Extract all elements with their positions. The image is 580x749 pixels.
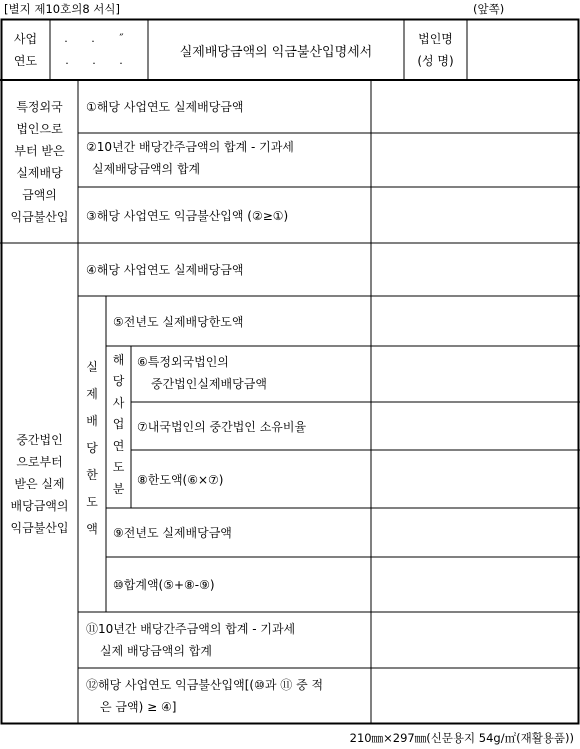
- row3-value[interactable]: [371, 187, 579, 243]
- corporation-name-label-line2: (성 명): [417, 54, 454, 68]
- corporation-name-label-line1: 법인명: [418, 32, 453, 46]
- limit-label-char: 당: [86, 440, 98, 455]
- current-year-portion-label: [106, 350, 131, 500]
- current-year-label-char: 업: [112, 417, 125, 432]
- row9-value[interactable]: [371, 508, 579, 557]
- section2-label-line: 배당금액의: [10, 498, 69, 513]
- limit-label-char: 액: [86, 521, 98, 536]
- form-number: [별지 제10호의8 서식]: [4, 2, 120, 16]
- row6-label-line2: 중간법인실제배당금액: [151, 377, 267, 391]
- row2-value[interactable]: [371, 133, 579, 187]
- row8-label: ⑧한도액(⑥×⑦): [137, 472, 224, 487]
- row12-label-line1: ⑫해당 사업연도 익금불산입액[(⑩과 ⑪ 중 적: [86, 678, 324, 692]
- row4-label: ④해당 사업연도 실제배당금액: [86, 263, 244, 277]
- limit-label-char: 도: [86, 494, 98, 509]
- row6-value[interactable]: [371, 346, 579, 402]
- row5-value[interactable]: [371, 296, 579, 346]
- section1-label-line: 실제배당: [16, 165, 63, 180]
- business-year-end: . . .: [65, 54, 133, 67]
- section2-label-line: 으로부터: [16, 454, 63, 469]
- row7-label: ⑦내국법인의 중간법인 소유비율: [137, 419, 307, 434]
- form-title: 실제배당금액의 익금불산입명세서: [179, 44, 373, 60]
- row6-label-line1: ⑥특정외국법인의: [137, 355, 229, 369]
- current-year-label-char: 당: [112, 374, 125, 389]
- section2-label-line: 받은 실제: [14, 476, 65, 491]
- corporation-name-label: [404, 20, 467, 80]
- current-year-label-char: 분: [112, 481, 125, 496]
- row12-value[interactable]: [371, 668, 579, 724]
- row3-label: ③해당 사업연도 익금불산입액 (②≥①): [86, 208, 289, 223]
- current-year-label-char: 사: [112, 395, 125, 410]
- row6-label: [137, 351, 371, 402]
- row11-value[interactable]: [371, 612, 579, 668]
- row9-label: ⑨전년도 실제배당금액: [113, 526, 232, 540]
- corporation-name-field[interactable]: [467, 20, 579, 80]
- row11-label-line1: ⑪10년간 배당간주금액의 합계 - 기과세: [86, 622, 296, 636]
- business-year-dates: [50, 20, 148, 80]
- business-year-label-line2: 연도: [13, 54, 38, 68]
- row2-label-line2: 실제배당금액의 합계: [92, 162, 201, 176]
- paper-spec: 210㎜×297㎜(신문용지 54g/㎡(재활용품)): [349, 731, 574, 745]
- row2-label-line1: ②10년간 배당간주금액의 합계 - 기과세: [86, 140, 294, 154]
- limit-label-char: 배: [86, 413, 98, 428]
- row5-label: ⑤전년도 실제배당한도액: [113, 314, 244, 329]
- current-year-label-char: 연: [112, 438, 125, 453]
- section1-label-line: 금액의: [22, 187, 57, 202]
- row1-value[interactable]: [371, 80, 579, 133]
- row1-label: ①해당 사업연도 실제배당금액: [86, 100, 244, 114]
- business-year-label: [1, 20, 50, 80]
- section1-label: [1, 80, 78, 243]
- current-year-label-char: 도: [112, 460, 125, 475]
- section1-label-line: 법인으로: [16, 121, 63, 136]
- section2-label: [1, 243, 78, 724]
- section2-label-line: 익금불산입: [10, 520, 69, 535]
- limit-label-char: 제: [86, 386, 98, 401]
- current-year-label-char: 해: [112, 352, 125, 367]
- row8-value[interactable]: [371, 450, 579, 508]
- row11-label: [86, 618, 371, 668]
- row12-label: [86, 674, 371, 724]
- limit-label-char: 한: [86, 467, 98, 482]
- row12-label-line2: 은 금액) ≥ ④]: [100, 700, 177, 714]
- row11-label-line2: 실제 배당금액의 합계: [100, 644, 212, 658]
- actual-dividend-limit-label: [78, 352, 106, 544]
- row7-value[interactable]: [371, 402, 579, 450]
- business-year-label-line1: 사업: [13, 32, 38, 46]
- section1-label-line: 부터 받은: [14, 143, 65, 158]
- front-side-label: (앞쪽): [473, 2, 505, 16]
- section2-label-line: 중간법인: [16, 432, 63, 447]
- row10-value[interactable]: [371, 557, 579, 612]
- row2-label: [86, 136, 371, 187]
- row4-value[interactable]: [371, 243, 579, 296]
- section1-label-line: 특정외국: [16, 99, 63, 114]
- section1-label-line: 익금불산입: [10, 209, 69, 224]
- row10-label: ⑩합계액(⑤+⑧-⑨): [113, 578, 215, 592]
- limit-label-char: 실: [86, 359, 98, 374]
- business-year-start: . . ˝: [64, 32, 134, 45]
